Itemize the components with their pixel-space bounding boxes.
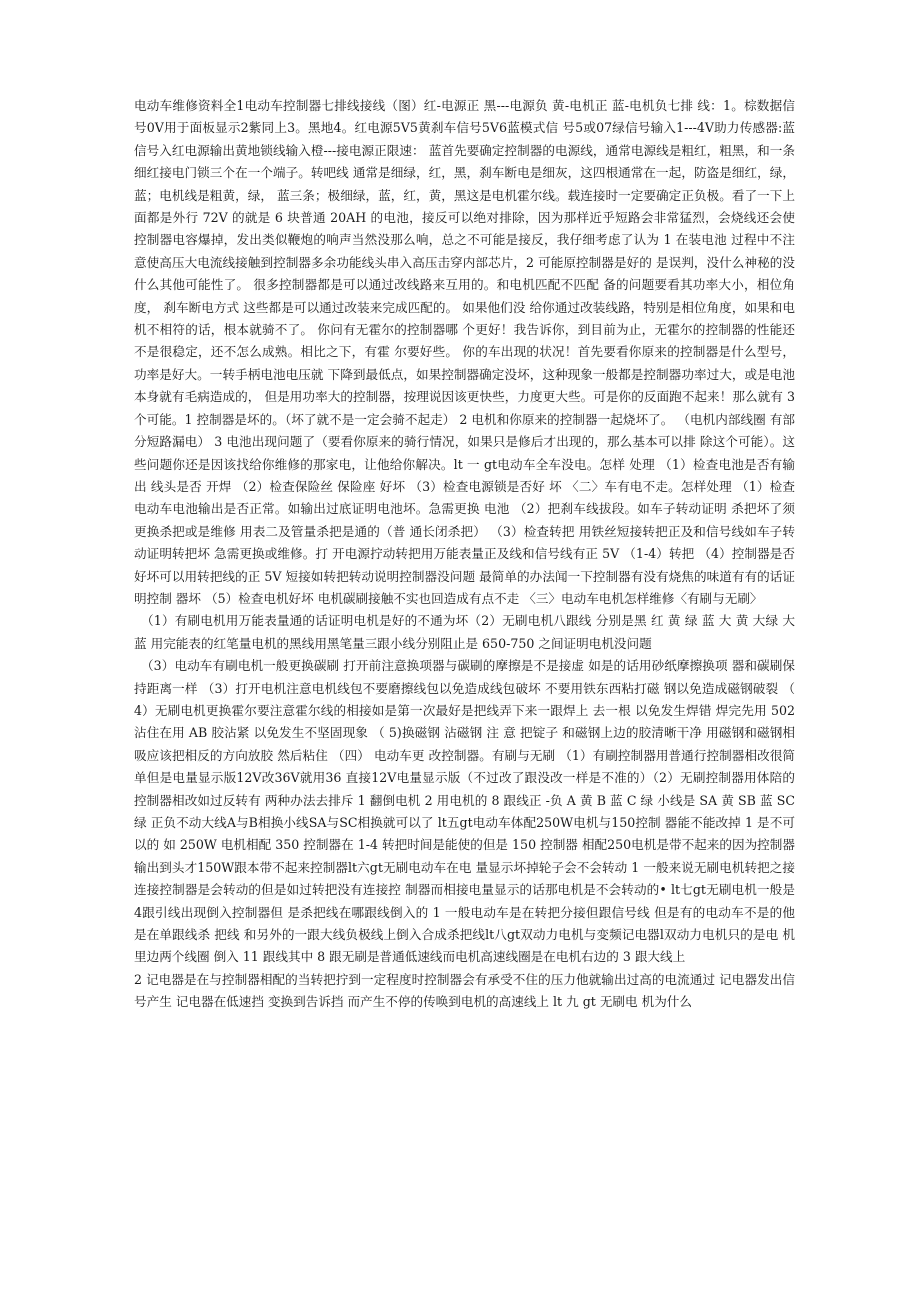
document-body [134, 95, 795, 1014]
paragraph-controller-wiring: 电动车维修资料全1电动车控制器七排线接线（图）红-电源正 黑---电源负 黄-电机正 蓝-电机负七排 线：1。棕数据信号0V用于面板显示2紫同上3。黑地4。红电源5V5黄刹车信号5V6蓝模式信 号5或07绿信号输入1---4V助力传感器:蓝信号入红电源输出黄地锁线输入橙---接电源正限速： 蓝首先要确定控制器的电源线，通常电源线是粗红，粗黑，和一条细红接电门锁三个在一个端子。转吧线 通常是细绿，红，黑，刹车断电是细灰，这四根通常在一起，防盗是细红，绿，蓝；电机线是粗黄，绿， 蓝三条；极细绿，蓝，红，黄，黑这是电机霍尔线。载连接时一定要确定正负极。看了一下上面都是外行 72V 的就是 6 块普通 20AH 的电池，接反可以绝对排除，因为那样近乎短路会非常猛烈，会烧线还会使 控制器电容爆掉，发出类似鞭炮的响声当然没那么响，总之不可能是接反，我仔细考虑了认为 1 在装电池 过程中不注意使高压大电流线接触到控制器多余功能线头串入高压击穿内部芯片，2 可能原控制器是好的 是误判，没什么神秘的没什么其他可能性了。 很多控制器都是可以通过改线路来互用的。和电机匹配不匹配 备的问题要看其功率大小，相位角度， 刹车断电方式 这些都是可以通过改装来完成匹配的。 如果他们没 给你通过改装线路，特别是相位角度，如果和电机不相符的话，根本就骑不了。 你问有无霍尔的控制器哪 个更好！我告诉你，到目前为止，无霍尔的控制器的性能还不是很稳定，还不怎么成熟。相比之下，有霍 尔要好些。 你的车出现的状况！首先要看你原来的控制器是什么型号，功率是好大。一转手柄电池电压就 下降到最低点，如果控制器确定没坏，这种现象一般都是控制器功率过大，或是电池本身就有毛病造成的， 但是用功率大的控制器，按理说因该更快些，力度更大些。可是你的反面跑不起来！那么就有 3 个可能。1 控制器是坏的。（坏了就不是一定会骑不起走） 2 电机和你原来的控制器一起烧坏了。 （电机内部线圈 有部分短路漏电） 3 电池出现问题了（要看你原来的骑行情况，如果只是修后才出现的，那么基本可以排 除这个可能）。这些问题你还是因该找给你维修的那家电，让他给你解决。lt 一 gt电动车全车没电。怎样 处理 （1）检查电池是否有输出 线头是否 开焊 （2）检查保险丝 保险座 好坏 （3）检查电源锁是否好 坏 〈二〉车有电不走。怎样处理 （1）检查电动车电池输出是否正常。如输出过底证明电池坏。急需更换 电池 （2）把刹车线拔段。如车子转动证明 杀把坏了须更换杀把或是维修 用表二及管量杀把是通的（普 通长闭杀把） （3）检查转把 用铁丝短接转把正及和信号线如车子转动证明转把坏 急需更换或维修。打 开电源拧动转把用万能表量正及线和信号线有正 5V （1-4）转把 （4）控制器是否好坏可以用转把线的正 5V 短接如转把转动说明控制器没问题 最简单的办法闻一下控制器有没有烧焦的味道有有的话证明控制 器坏 （5）检查电机好坏 电机碳刷接触不实也回造成有点不走 〈三〉电动车电机怎样维修〈有刷与无刷〉 [134, 98, 795, 606]
paragraph-relay: 2 记电器是在与控制器相配的当转把拧到一定程度时控制器会有承受不住的压力他就输出过高的电流通过 记电器发出信号产生 记电器在低速挡 变换到告诉挡 而产生不停的传唤到电机的高速线上 lt 九 gt 无刷电 机为什么 [134, 971, 795, 1010]
paragraph-motor-repair: （3）电动车有刷电机一般更换碳刷 打开前注意换项器与碳刷的摩擦是不是接虚 如是的话用砂纸摩擦换项 器和碳刷保持距离一样 （3）打开电机注意电机线包不要磨擦线包以免造成线包破坏 不要用铁东西粘打磁 钢以免造成磁钢破裂 （4）无刷电机更换霍尔要注意霍尔线的相接如是第一次最好是把线弄下来一跟焊上 去一根 以免发生焊错 焊完先用 502 沾住在用 AB 胶沾紧 以免发生不坚固现象 （ 5)换磁钢 沾磁钢 注 意 把锭子 和磁钢上边的胶清晰干净 用磁钢和磁钢相吸应该把相反的方向放胶 然后粘住 （四） 电动车更 改控制器。有刷与无刷 （1）有刷控制器用普通行控制器相改很简单但是电量显示版12V改36V就用36 直接12V电量显示版（不过改了跟没改一样是不准的）（2）无刷控制器用体陪的控制器相改如过反转有 两种办法去排斥 1 翻倒电机 2 用电机的 8 跟线正 -负 A 黄 B 蓝 C 绿 小线是 SA 黄 SB 蓝 SC 绿 正负不动大线A与B相换小线SA与SC相换就可以了 lt五gt电动车体配250W电机与150控制 器能不能改掉 1 是不可以的 如 250W 电机相配 350 控制器在 1-4 转把时间是能使的但是 150 控制器 相配250电机是带不起来的因为控制器输出到头才150W跟本带不起来控制器lt六gt无刷电动车在电 量显示坏掉轮子会不会转动 1 一般来说无刷电机转把之接连接控制器是会转动的但是如过转把没有连接控 制器而相接电量显示的话那电机是不会转动的• lt七gt无刷电机一般是4跟引线出现倒入控制器但 是杀把线在哪跟线倒入的 1 一般电动车是在转把分接但跟信号线 但是有的电动车不是的他是在单跟线杀 把线 和另外的一跟大线负极线上倒入合成杀把线lt八gt双动力电机与变频记电器l双动力电机只的是电 机里边两个线圈 倒入 11 跟线其中 8 跟无刷是普通低速线而电机高速线圈是在电机右边的 3 跟大线上 [134, 658, 795, 965]
paragraph-motor-test: （1）有刷电机用万能表量通的话证明电机是好的不通为坏（2）无刷电机八跟线 分别是黑 红 黄 绿 蓝 大 黄 大绿 大蓝 用完能表的红笔量电机的黑线用黑笔量三跟小线分别阻止是 650-750 之间证明电机没问题 [134, 613, 795, 651]
